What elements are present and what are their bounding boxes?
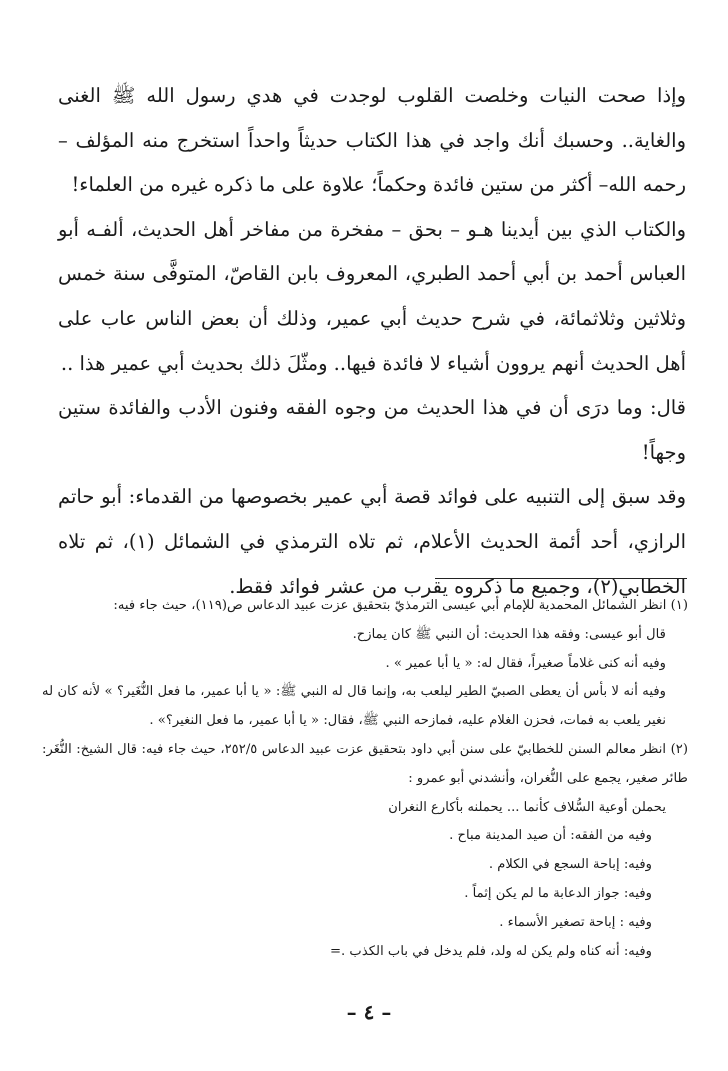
footnote-2-line: وفيه من الفقه: أن صيد المدينة مباح .	[449, 828, 652, 844]
footnote-1-line: وفيه أنه لا بأس أن يعطى الصبيّ الطير ليلعب به، وإنما قال له النبي ﷺ: « يا أبا عمير، ما فعل النُّغَير؟ » لأنه كان له نغير يلعب به فمات، فحزن الغلام عليه، فمازحه النبي ﷺ، فقال: « يا أبا عمير، ما فعل النغير؟» .	[42, 684, 666, 729]
footnote-2-line: وفيه: جواز الدعابة ما لم يكن إثماً .	[464, 885, 652, 901]
footnote-separator	[435, 578, 687, 579]
footnotes	[42, 592, 688, 966]
footnote-2-heading: (٢) انظر معالم السنن للخطابيّ على سنن أبي داود بتحقيق عزت عبيد الدعاس ٢٥٢/٥، حيث جاء فيه: قال الشيخ: النُّغَر: طائر صغير، يجمع على النُّغران، وأنشدني أبو عمرو :	[42, 741, 689, 786]
footnote-2-line: وفيه : إباحة تصغير الأسماء .	[499, 914, 652, 930]
page-number: – ٤ –	[346, 1000, 392, 1024]
footnote-2-line: وفيه: إباحة السجع في الكلام .	[488, 857, 652, 873]
paragraph-4: وقد سبق إلى التنبيه على فوائد قصة أبي عمير بخصوصها من القدماء: أبو حاتم الرازي، أحد أئمة الحديث الأعلام، ثم تلاه الترمذي في الشمائل (١)، ثم تلاه الخطابي(٢)، وجميع ما ذكروه يقرب من عشر فوائد فقط.	[58, 485, 687, 598]
paragraph-3: قال: وما درَى أن في هذا الحديث من وجوه الفقه وفنون الأدب والفائدة ستين وجهاً!	[58, 396, 686, 464]
paragraph-1: وإذا صحت النيات وخلصت القلوب لوجدت في هدي رسول الله ﷺ الغنى والغاية.. وحسبك أنك واجد في هذا الكتاب حديثاً واحداً استخرج منه المؤلف – رحمه الله– أكثر من ستين فائدة وحكماً؛ علاوة على ما ذكره غيره من العلماء!	[58, 84, 686, 197]
main-text	[58, 74, 686, 609]
footnote-2-line: وفيه: أنه كناه ولم يكن له ولد، فلم يدخل في باب الكذب .=	[330, 943, 652, 959]
footnote-1-line: وفيه أنه كنى غلاماً صغيراً، فقال له: « يا أبا عمير » .	[385, 655, 666, 671]
footnote-1-heading: (١) انظر الشمائل المحمدية للإمام أبي عيسى الترمذيّ بتحقيق عزت عبيد الدعاس ص(١١٩)، حيث جاء فيه:	[113, 598, 688, 613]
paragraph-2: والكتاب الذي بين أيدينا هـو – بحق – مفخرة من مفاخر أهل الحديث، ألفـه أبو العباس أحمد بن أبي أحمد الطبري، المعروف بابن القاصّ، المتوفَّى سنة خمس وثلاثين وثلاثمائة، في شرح حديث أبي عمير، وذلك أن بعض الناس عاب على أهل الحديث أنهم يروون أشياء لا فائدة فيها.. ومثّلَ ذلك بحديث أبي عمير هذا ..	[58, 217, 686, 375]
footnote-2-verse: يحملن أوعية السُّلاف كأنما ... يحملنه بأكارع النغران	[388, 799, 666, 815]
footnote-1-line: قال أبو عيسى: وفقه هذا الحديث: أن النبي ﷺ كان يمازح.	[352, 626, 666, 642]
